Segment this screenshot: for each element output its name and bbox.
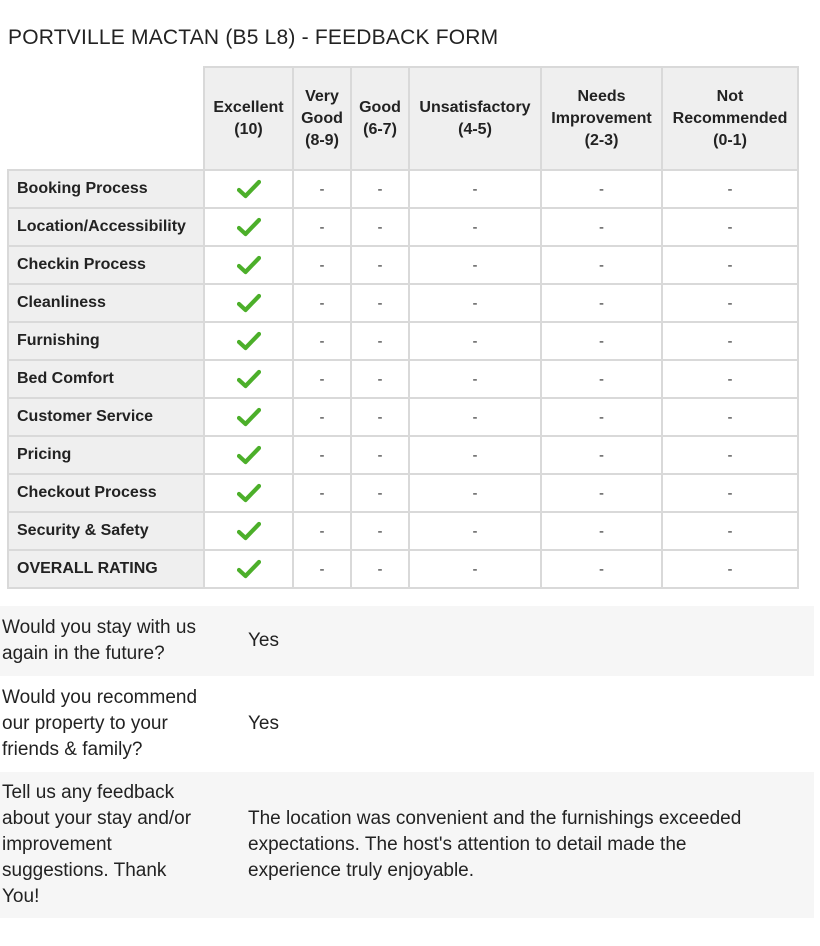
rating-cell-selected [204,208,293,246]
rating-cell-empty: - [409,436,541,474]
rating-cell-empty: - [662,474,798,512]
table-row [8,436,798,474]
table-row [8,360,798,398]
rating-cell-selected [204,550,293,588]
rating-cell-empty: - [351,550,409,588]
checkmark-icon [205,369,292,389]
table-row [8,512,798,550]
table-row [8,170,798,208]
rating-cell-empty: - [662,512,798,550]
checkmark-icon [205,255,292,275]
row-label: Location/Accessibility [8,208,204,246]
rating-cell-empty: - [293,284,351,322]
rating-cell-empty: - [351,360,409,398]
checkmark-icon [205,445,292,465]
questions-table [0,606,814,918]
table-row [8,246,798,284]
column-header: Unsatisfactory (4-5) [409,67,541,170]
question-text: Would you recommend our property to your friends & family? [2,687,198,760]
question-row [0,606,814,676]
rating-cell-empty: - [541,246,662,284]
rating-cell-selected [204,398,293,436]
rating-cell-empty: - [662,208,798,246]
checkmark-icon [205,559,292,579]
rating-cell-empty: - [541,512,662,550]
rating-cell-empty: - [662,246,798,284]
checkmark-icon [205,483,292,503]
rating-cell-empty: - [351,322,409,360]
rating-cell-empty: - [409,246,541,284]
rating-cell-empty: - [293,322,351,360]
row-label: Furnishing [8,322,204,360]
rating-cell-empty: - [409,170,541,208]
question-row [0,676,814,772]
rating-cell-empty: - [351,246,409,284]
rating-cell-selected [204,512,293,550]
rating-cell-empty: - [662,322,798,360]
checkmark-icon [205,217,292,237]
header-corner [8,67,204,170]
rating-cell-empty: - [409,512,541,550]
checkmark-icon [205,407,292,427]
rating-cell-empty: - [541,322,662,360]
rating-cell-selected [204,170,293,208]
rating-cell-empty: - [662,398,798,436]
checkmark-icon [205,331,292,351]
rating-cell-empty: - [409,474,541,512]
rating-cell-selected [204,360,293,398]
rating-cell-empty: - [662,436,798,474]
rating-cell-empty: - [293,474,351,512]
column-header: Good (6-7) [351,67,409,170]
rating-cell-empty: - [541,398,662,436]
rating-cell-empty: - [662,360,798,398]
rating-cell-empty: - [409,360,541,398]
rating-cell-empty: - [293,208,351,246]
question-text: Would you stay with us again in the future? [2,617,196,664]
rating-cell-empty: - [351,284,409,322]
rating-cell-empty: - [293,436,351,474]
rating-cell-selected [204,246,293,284]
rating-cell-empty: - [293,512,351,550]
checkmark-icon [205,179,292,199]
table-row [8,322,798,360]
question-row [0,772,814,918]
answer-text: The location was convenient and the furnishings exceeded expectations. The host's attention to detail made the experience truly enjoyable. [248,808,742,881]
rating-cell-empty: - [293,246,351,284]
rating-cell-empty: - [541,208,662,246]
checkmark-icon [205,521,292,541]
rating-cell-selected [204,322,293,360]
rating-cell-empty: - [351,398,409,436]
rating-cell-empty: - [662,284,798,322]
column-header: Very Good (8-9) [293,67,351,170]
rating-cell-empty: - [662,170,798,208]
rating-cell-empty: - [541,360,662,398]
row-label: Bed Comfort [8,360,204,398]
rating-cell-empty: - [293,550,351,588]
row-label: Cleanliness [8,284,204,322]
row-label: Checkout Process [8,474,204,512]
rating-cell-empty: - [409,322,541,360]
rating-cell-selected [204,436,293,474]
rating-cell-empty: - [351,512,409,550]
row-label: Pricing [8,436,204,474]
checkmark-icon [205,293,292,313]
answer-text: Yes [248,713,279,734]
rating-cell-empty: - [409,208,541,246]
rating-cell-empty: - [541,284,662,322]
rating-cell-empty: - [541,436,662,474]
rating-cell-empty: - [293,398,351,436]
rating-cell-empty: - [351,208,409,246]
answer-text: Yes [248,630,279,651]
rating-cell-selected [204,474,293,512]
rating-cell-empty: - [541,474,662,512]
row-label: Checkin Process [8,246,204,284]
rating-cell-empty: - [541,550,662,588]
row-label: OVERALL RATING [8,550,204,588]
rating-cell-empty: - [541,170,662,208]
question-text: Tell us any feedback about your stay and/or improvement suggestions. Thank You! [2,782,192,907]
rating-cell-empty: - [351,474,409,512]
rating-cell-empty: - [409,550,541,588]
rating-cell-empty: - [293,170,351,208]
row-label: Security & Safety [8,512,204,550]
column-header: Needs Improvement (2-3) [541,67,662,170]
page-title: PORTVILLE MACTAN (B5 L8) - FEEDBACK FORM [8,26,499,49]
rating-cell-empty: - [293,360,351,398]
rating-cell-empty: - [409,284,541,322]
row-label: Booking Process [8,170,204,208]
column-header: Excellent (10) [204,67,293,170]
table-row [8,474,798,512]
rating-cell-empty: - [351,170,409,208]
rating-cell-empty: - [409,398,541,436]
header-row [8,67,798,170]
table-row [8,208,798,246]
rating-cell-empty: - [351,436,409,474]
column-header: Not Recommended (0-1) [662,67,798,170]
row-label: Customer Service [8,398,204,436]
table-row [8,398,798,436]
rating-cell-selected [204,284,293,322]
table-row [8,284,798,322]
table-row [8,550,798,588]
rating-table [7,66,799,589]
rating-cell-empty: - [662,550,798,588]
